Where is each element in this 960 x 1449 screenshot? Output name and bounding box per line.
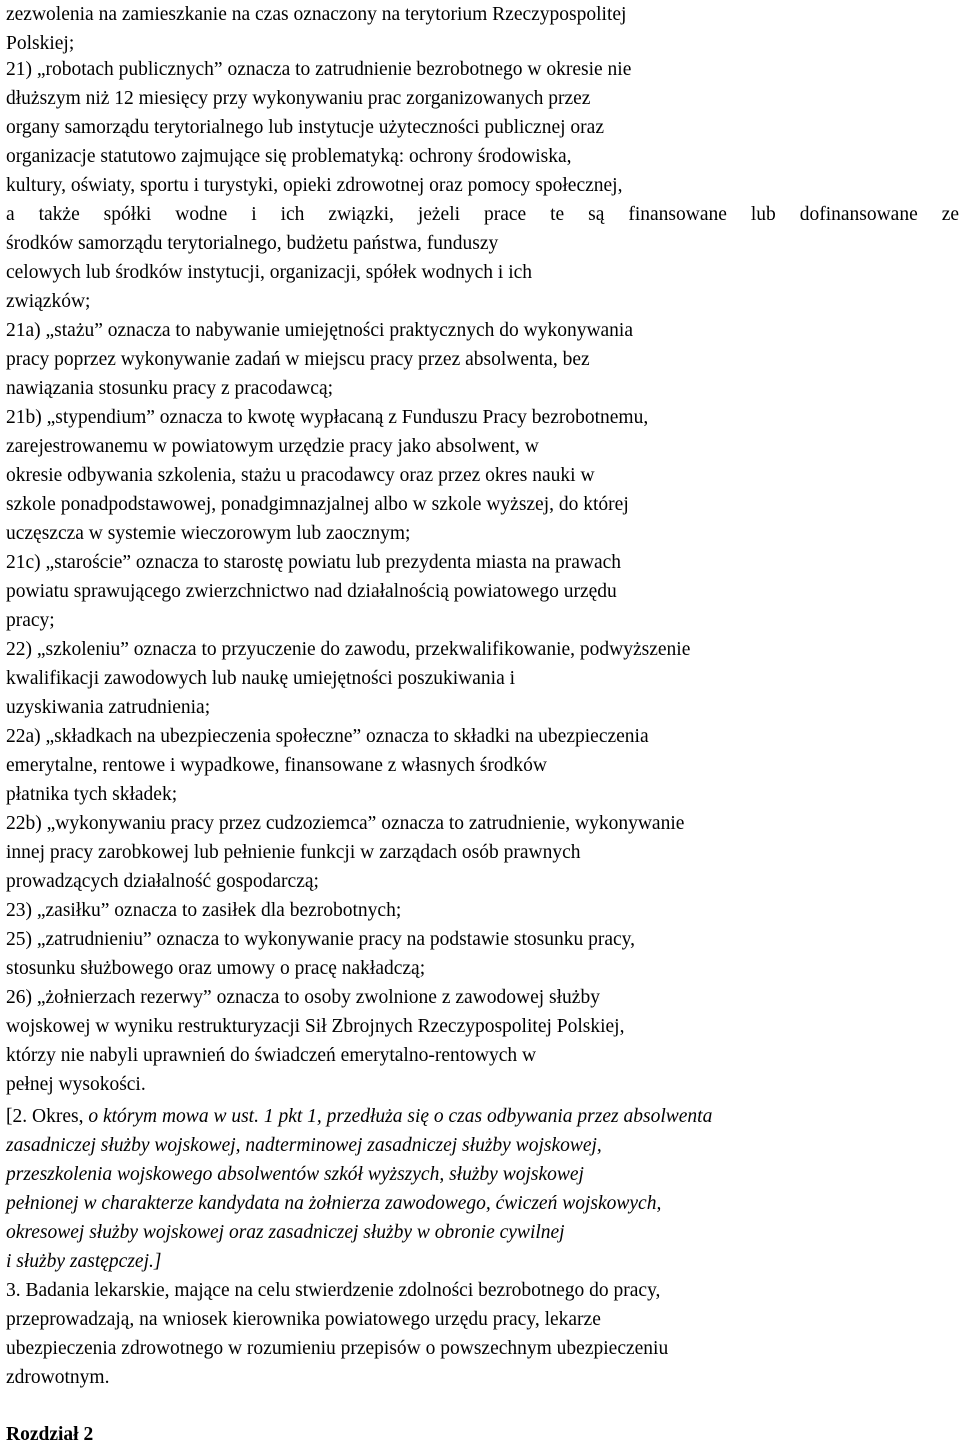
text-line: 21a) „stażu” oznacza to nabywanie umiejętności praktycznych do wykonywania <box>6 320 633 341</box>
text-line: 22) „szkoleniu” oznacza to przyuczenie do zawodu, przekwalifikowanie, podwyższenie <box>6 639 691 660</box>
section-3-line: zdrowotnym. <box>6 1367 110 1388</box>
text-line: kwalifikacji zawodowych lub naukę umiejętności poszukiwania i <box>6 668 516 689</box>
text-line: emerytalne, rentowe i wypadkowe, finansowane z własnych środków <box>6 755 547 776</box>
text-line: celowych lub środków instytucji, organizacji, spółek wodnych i ich <box>6 262 533 283</box>
italic-text-line: pełnionej w charakterze kandydata na żołnierza zawodowego, ćwiczeń wojskowych, <box>6 1193 662 1214</box>
italic-text-line: okresowej służby wojskowej oraz zasadniczej służby w obronie cywilnej <box>6 1222 565 1243</box>
text-line: środków samorządu terytorialnego, budżetu państwa, funduszy <box>6 233 499 254</box>
text-line: a także spółki wodne i ich związki, jeżeli prace te są finansowane lub dofinansowane ze <box>6 204 959 225</box>
text-line: kultury, oświaty, sportu i turystyki, opieki zdrowotnej oraz pomocy społecznej, <box>6 175 623 196</box>
text-line: 21b) „stypendium” oznacza to kwotę wypłacaną z Funduszu Pracy bezrobotnemu, <box>6 407 649 428</box>
text-line: płatnika tych składek; <box>6 784 178 805</box>
italic-block-lead: [2. Okres, <box>6 1106 89 1127</box>
text-line: wojskowej w wyniku restrukturyzacji Sił Zbrojnych Rzeczypospolitej Polskiej, <box>6 1016 625 1037</box>
text-line: uzyskiwania zatrudnienia; <box>6 697 211 718</box>
text-line: okresie odbywania szkolenia, stażu u pracodawcy oraz przez okres nauki w <box>6 465 595 486</box>
text-line: stosunku służbowego oraz umowy o pracę nakładczą; <box>6 958 426 979</box>
italic-block-lead-italic: o którym mowa w ust. 1 pkt 1, przedłuża się o czas odbywania przez absolwenta <box>88 1106 713 1127</box>
italic-text-line: przeszkolenia wojskowego absolwentów szkół wyższych, służby wojskowej <box>6 1164 584 1185</box>
text-line: pracy poprzez wykonywanie zadań w miejscu pracy przez absolwenta, bez <box>6 349 590 370</box>
text-line: Polskiej; <box>6 33 75 54</box>
text-line: pełnej wysokości. <box>6 1074 146 1095</box>
text-line: nawiązania stosunku pracy z pracodawcą; <box>6 378 334 399</box>
text-line: powiatu sprawującego zwierzchnictwo nad działalnością powiatowego urzędu <box>6 581 617 602</box>
section-3-line: ubezpieczenia zdrowotnego w rozumieniu przepisów o powszechnym ubezpieczeniu <box>6 1338 669 1359</box>
chapter-heading: Rozdział 2 <box>6 1424 94 1445</box>
text-line: organizacje statutowo zajmujące się problematyką: ochrony środowiska, <box>6 146 572 167</box>
text-line: 21) „robotach publicznych” oznacza to zatrudnienie bezrobotnego w okresie nie <box>6 59 632 80</box>
italic-text-line: zasadniczej służby wojskowej, nadterminowej zasadniczej służby wojskowej, <box>6 1135 602 1156</box>
text-line: uczęszcza w systemie wieczorowym lub zaocznym; <box>6 523 411 544</box>
text-line: 25) „zatrudnieniu” oznacza to wykonywanie pracy na podstawie stosunku pracy, <box>6 929 636 950</box>
text-line: zezwolenia na zamieszkanie na czas oznaczony na terytorium Rzeczypospolitej <box>6 4 627 25</box>
italic-block-first-line <box>6 1102 712 1131</box>
text-line: organy samorządu terytorialnego lub instytucje użyteczności publicznej oraz <box>6 117 604 138</box>
text-line: prowadzących działalność gospodarczą; <box>6 871 319 892</box>
text-line: 23) „zasiłku” oznacza to zasiłek dla bezrobotnych; <box>6 900 402 921</box>
text-line: 22b) „wykonywaniu pracy przez cudzoziemca” oznacza to zatrudnienie, wykonywanie <box>6 813 685 834</box>
text-line: którzy nie nabyli uprawnień do świadczeń emerytalno-rentowych w <box>6 1045 537 1066</box>
text-line: 22a) „składkach na ubezpieczenia społeczne” oznacza to składki na ubezpieczenia <box>6 726 649 747</box>
italic-text-line: i służby zastępczej.] <box>6 1251 162 1272</box>
text-line: 21c) „staroście” oznacza to starostę powiatu lub prezydenta miasta na prawach <box>6 552 622 573</box>
text-line: zarejestrowanemu w powiatowym urzędzie pracy jako absolwent, w <box>6 436 539 457</box>
text-line: 26) „żołnierzach rezerwy” oznacza to osoby zwolnione z zawodowej służby <box>6 987 600 1008</box>
text-line: innej pracy zarobkowej lub pełnienie funkcji w zarządach osób prawnych <box>6 842 581 863</box>
text-line: pracy; <box>6 610 55 631</box>
document-page <box>6 0 959 1446</box>
text-line: szkole ponadpodstawowej, ponadgimnazjalnej albo w szkole wyższej, do której <box>6 494 629 515</box>
text-line: dłuższym niż 12 miesięcy przy wykonywaniu prac zorganizowanych przez <box>6 88 591 109</box>
text-line: związków; <box>6 291 91 312</box>
section-3-line: przeprowadzają, na wniosek kierownika powiatowego urzędu pracy, lekarze <box>6 1309 601 1330</box>
section-3-line: 3. Badania lekarskie, mające na celu stwierdzenie zdolności bezrobotnego do pracy, <box>6 1280 661 1301</box>
